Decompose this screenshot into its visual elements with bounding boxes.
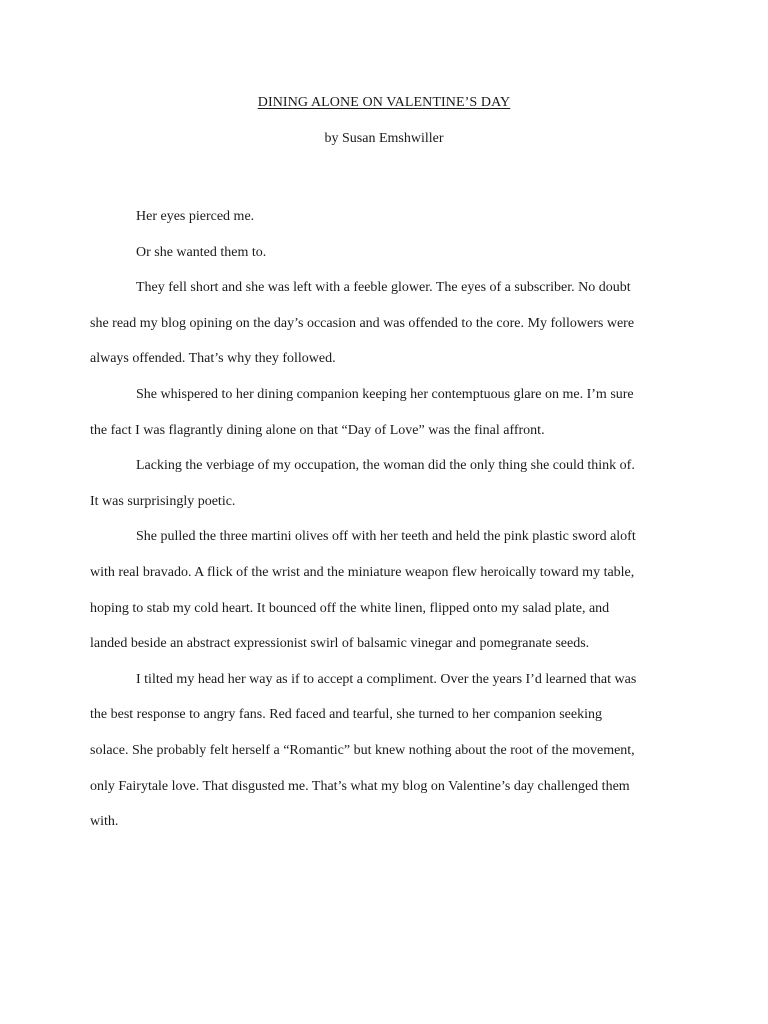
paragraph: She whispered to her dining companion keeping her contemptuous glare on me. I’m sure the fact I was flagrantly dining alone on that “Day of Love” was the final affront. bbox=[90, 386, 634, 438]
paragraph: Her eyes pierced me. bbox=[136, 209, 255, 224]
paragraph: Or she wanted them to. bbox=[136, 244, 267, 260]
paragraph: She pulled the three martini olives off with her teeth and held the pink plastic sword aloft with real bravado. A flick of the wrist and the miniature weapon flew heroically toward my table, hoping to stab my cold heart. It bounced off the white linen, flipped onto my salad plate, and landed beside an abstract expressionist swirl of balsamic vinegar and pomegranate seeds. bbox=[90, 529, 636, 652]
paragraph: Lacking the verbiage of my occupation, the woman did the only thing she could think of. It was surprisingly poetic. bbox=[90, 458, 635, 509]
paragraph: They fell short and she was left with a feeble glower. The eyes of a subscriber. No doubt she read my blog opining on the day’s occasion and was offended to the core. My followers were always offended. That’s why they followed. bbox=[90, 280, 635, 367]
story-title: DINING ALONE ON VALENTINE’S DAY bbox=[257, 95, 511, 110]
story-body bbox=[90, 199, 682, 840]
author-byline: by Susan Emshwiller bbox=[324, 131, 444, 146]
paragraph: I tilted my head her way as if to accept a compliment. Over the years I’d learned that was the best response to angry fans. Red faced and tearful, she turned to her companion seeking solace. She probably felt herself a “Romantic” but knew nothing about the root of the movement, only Fairytale love. That disgusted me. That’s what my blog on Valentine’s day challenged them with. bbox=[90, 671, 637, 830]
